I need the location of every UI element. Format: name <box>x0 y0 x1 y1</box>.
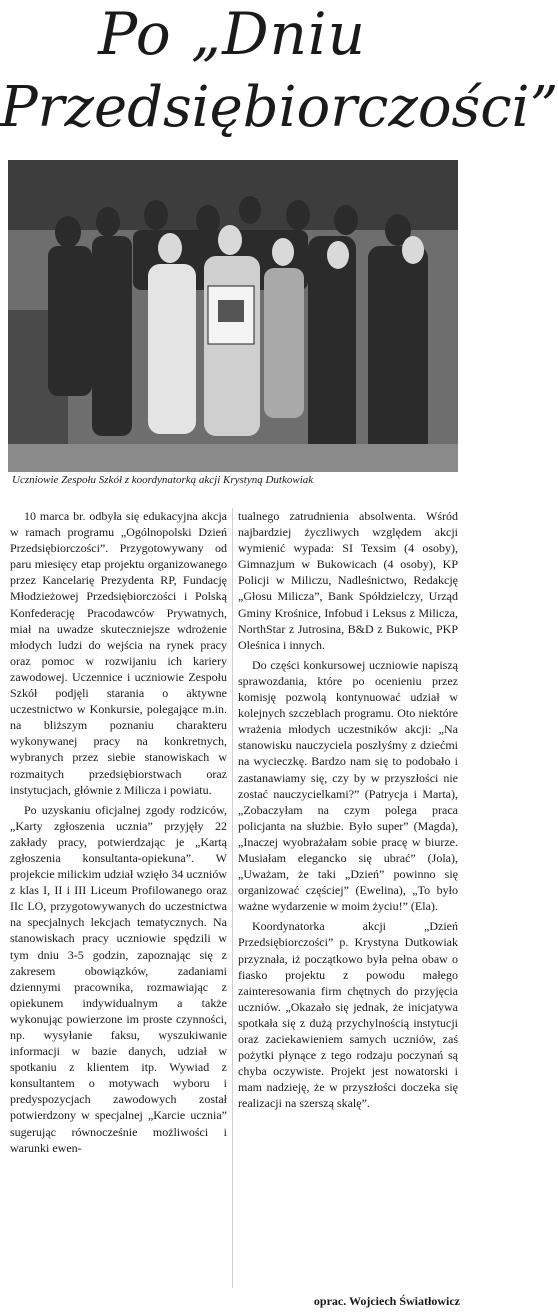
headline-line-1: Po „Dniu <box>98 0 366 68</box>
article-paragraph: tualnego zatrudnienia absolwenta. Wśród najbardziej życzliwych względem akcji wymienić wypada: SI Texsim (4 osoby), Gimnazjum w Bukowicach (4 osoby), KP Policji w Miliczu, Nadleśnictwo, Redakcję „Głosu Milicza”, Bank Spółdzielczy, Urząd Gminy Krośnice, Infobud i Leksus z Milicza, NorthStar z Jutrosina, B&D z Bukowic, PKP Oleśnica i innych. <box>238 509 458 652</box>
article-byline: oprac. Wojciech Światłowicz <box>313 1294 460 1308</box>
group-photo <box>8 160 458 472</box>
article-paragraph: 10 marca br. odbyła się edukacyjna akcja w ramach programu „Ogólnopolski Dzień Przedsiębiorczości”. Przygotowywany od paru miesięcy etap projektu organizowanego przez Kancelarię Prezydenta RP, Fundację Młodzieżowej Przedsiębiorczości i Polską Konfederację Pracodawców Prywatnych, miał na uwadze skuteczniejsze wdrożenie młodych ludzi do wejścia na rynek pracy oraz pomoc w rozwijaniu ich kariery zawodowej. Uczennice i uczniowie Zespołu Szkół podjęli starania o aktywne uczestnictwo w Konkursie, polegające m.in. na bliższym poznaniu charakteru wykonywanej pracy na konkretnych, wybranych przez siebie stanowiskach w rozmaitych przedsiębiorstwach oraz instytucjach, głównie z Milicza i powiatu. <box>10 509 227 797</box>
article-paragraph: Do części konkursowej uczniowie napiszą sprawozdania, które po ocenieniu przez komisję pozwolą kontynuować udział w kolejnych szczeblach programu. Oto niektóre wrażenia młodych uczestników akcji: „Na stanowisku nauczyciela poszłyśmy z dziećmi na wycieczkę. Bardzo nam się to podobało i zastanawiamy się, czy by w przyszłości nie zostać nauczycielkami?” (Patrycja i Marta), „Zobaczyłam na czym polega praca policjanta na służbie. Było super” (Magda), „Inaczej wyobrażałam sobie pracę w biurze. Musiałam elegancko się ubrać” (Jola), „Uważam, że taki „Dzień” powinno się organizować częściej” (Ewelina), „To było ważne wydarzenie w moim życiu!” (Ela). <box>238 657 458 914</box>
column-divider <box>232 508 233 1288</box>
headline-line-2: Przedsiębiorczości” <box>0 75 558 140</box>
group-photo-illustration <box>8 160 458 472</box>
article-column-left <box>10 508 227 1156</box>
article-column-right <box>238 508 458 1111</box>
article-paragraph: Koordynatorka akcji „Dzień Przedsiębiorczości” p. Krystyna Dutkowiak przyznała, iż początkowo była pełna obaw o fiasko projektu z powodu małego zainteresowania firm chętnych do przyjęcia uczniów. „Okazało się jednak, że inicjatywa spotkała się z dużą przychylnością instytucji oraz zaciekawieniem samych uczniów, zaś pożytki płynące z tego rodzaju poczynań są chyba oczywiste. Projekt jest nowatorski i mam nadzieję, że w przyszłości doczeka się realizacji na szerszą skalę”. <box>238 919 458 1111</box>
photo-caption: Uczniowie Zespołu Szkół z koordynatorką akcji Krystyną Dutkowiak <box>12 474 314 486</box>
article-paragraph: Po uzyskaniu oficjalnej zgody rodziców, „Karty zgłoszenia ucznia” przyjęły 22 zakłady pracy, potwierdzając je „Kartą zgłoszenia konsultanta-opiekuna”. W projekcie milickim udział wzięło 34 uczniów z klas I, II i III Liceum Profilowanego oraz IIc LO, przygotowywanych do uczestnictwa na specjalnych lekcjach tematycznych. Na stanowiskach pracy uczniowie spędzili w tym dniu 3-5 godzin, zapoznając się z zakresem obowiązków, zadaniami dziennymi pracownika, rozmawiając z opiekunem indywidualnym a także wykonując powierzone im proste czynności, np. wysyłanie faksu, wyszukiwanie informacji w bazie danych, udział w spotkaniu z klientem itp. Wywiad z konsultantem o motywach wyboru i predyspozycjach zawodowych został potwierdzony w specjalnej „Karcie ucznia” sugerując równocześnie możliwości i warunki ewen- <box>10 802 227 1155</box>
article-headline <box>0 0 558 160</box>
